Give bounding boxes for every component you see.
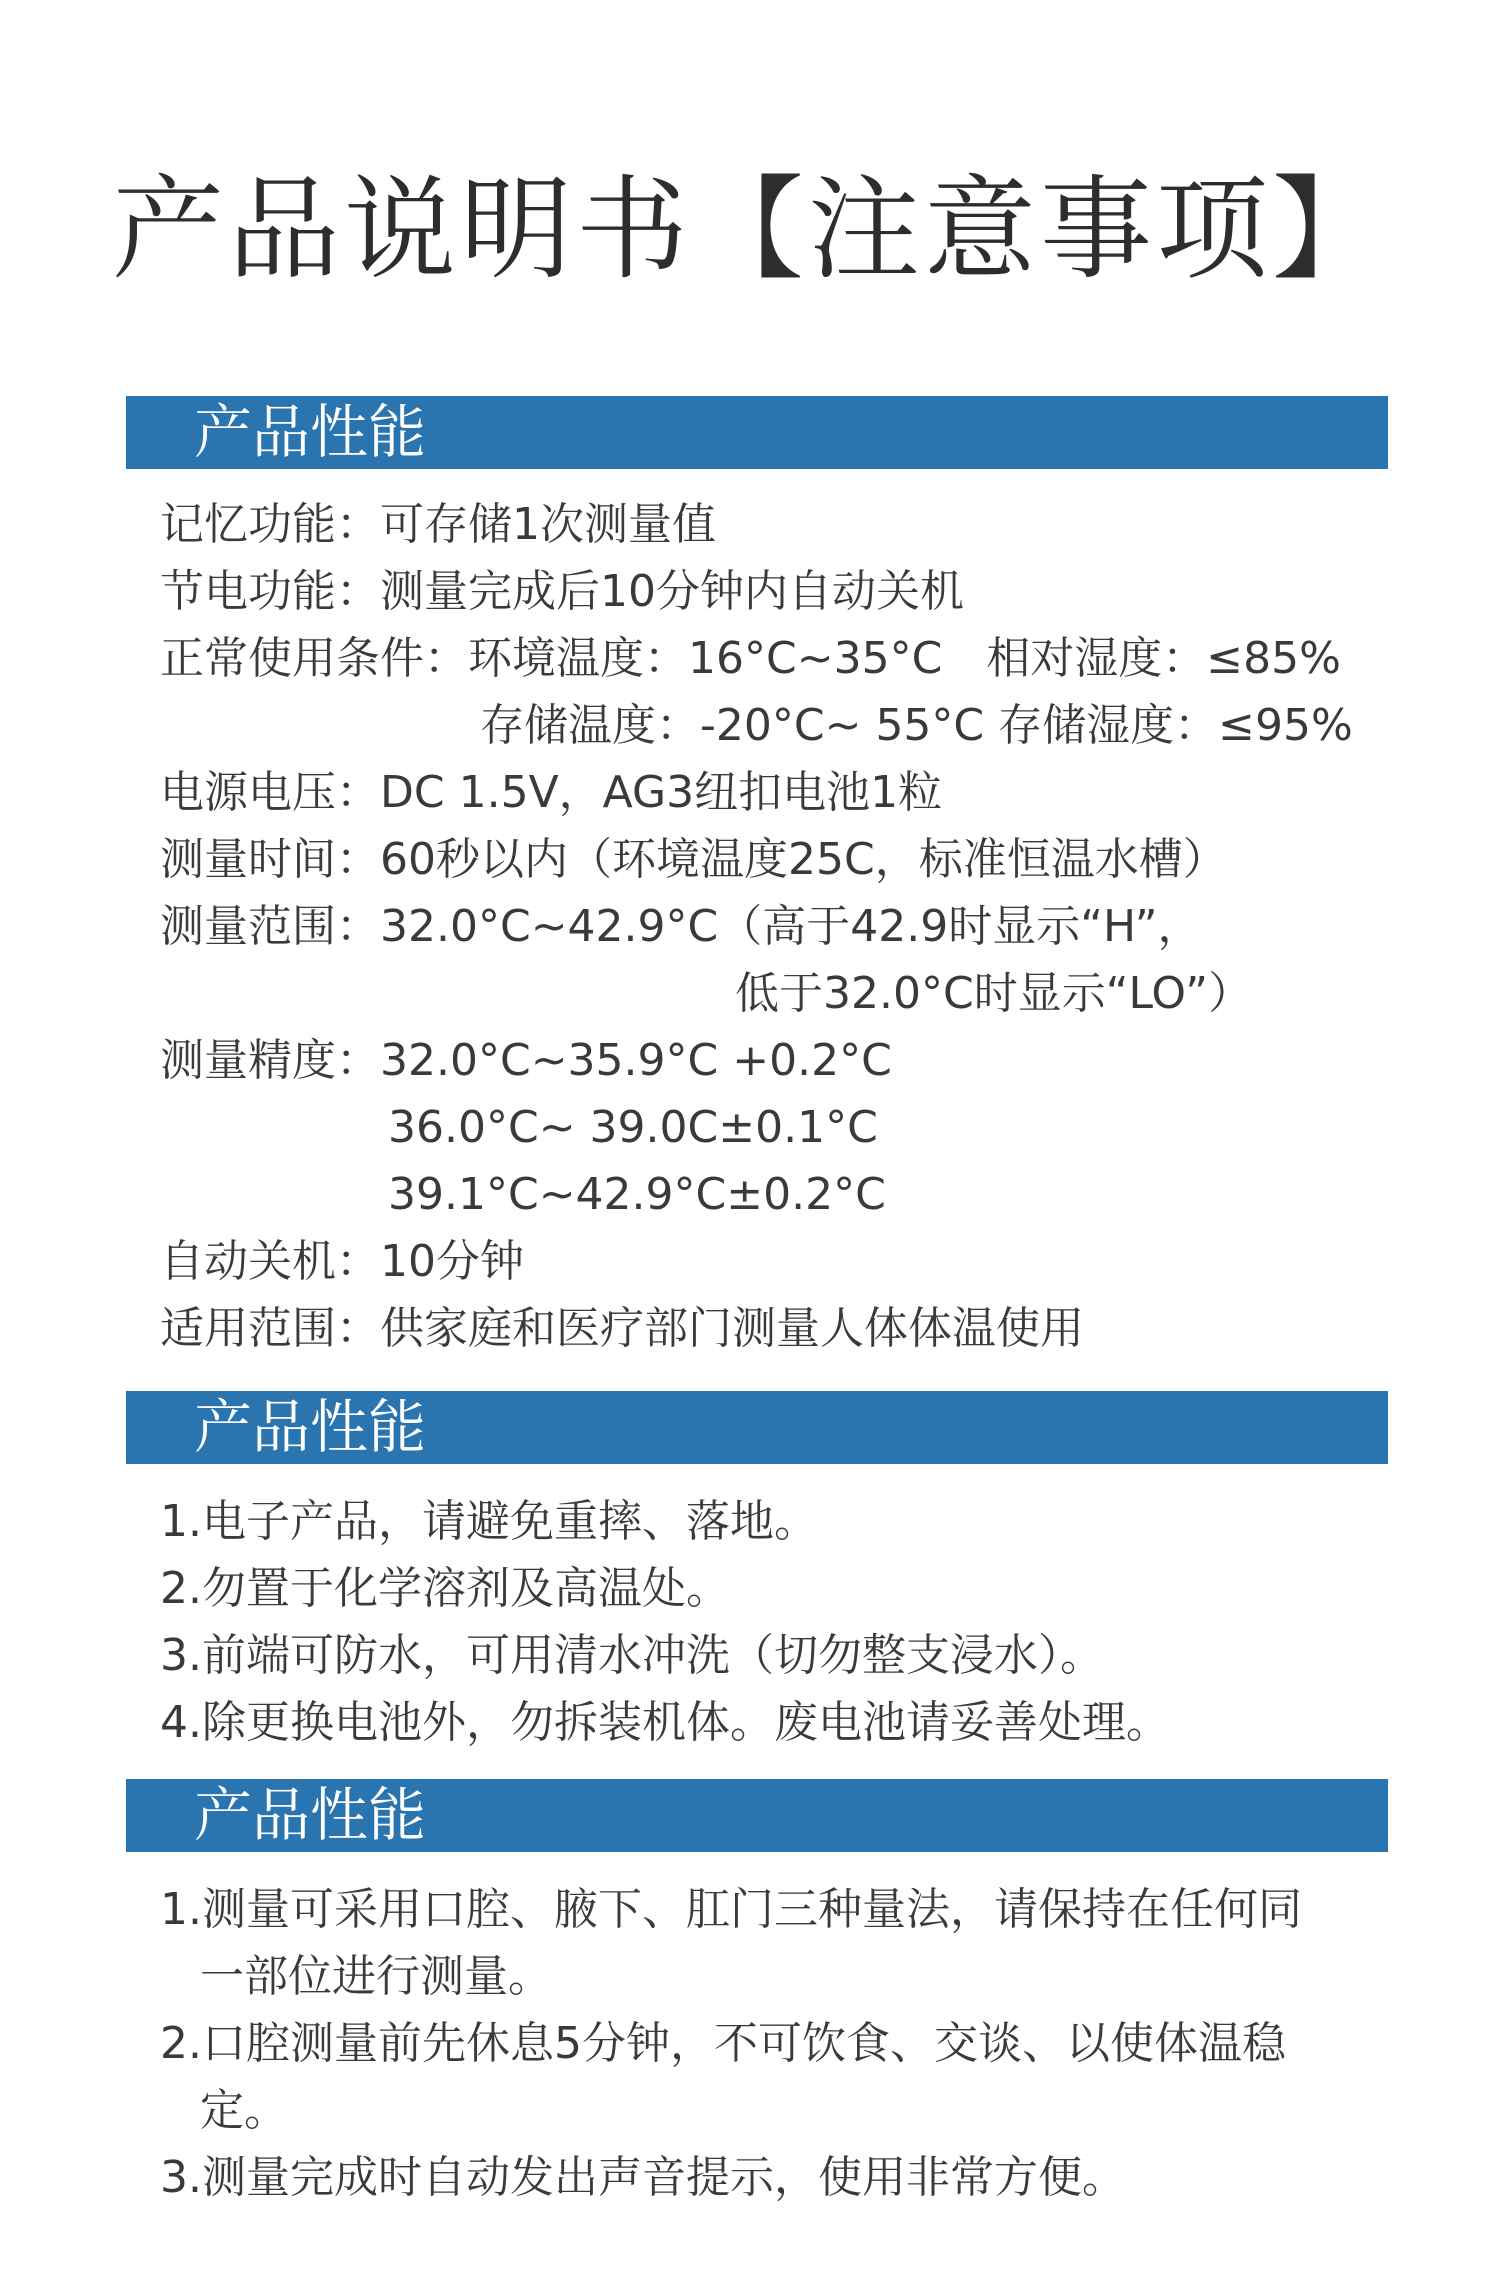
spec-auto-off: 自动关机：10分钟 [160, 1236, 524, 1287]
spec-accuracy-2: 36.0°C~ 39.0C±0.1°C [388, 1102, 878, 1153]
section-header-cautions [126, 1391, 1388, 1464]
usage-item-continued: 定。 [200, 2085, 288, 2136]
caution-item: 3.前端可防水，可用清水冲洗（切勿整支浸水）。 [160, 1630, 1104, 1681]
spec-storage-conditions: 存储温度：-20°C~ 55°C 存储湿度：≤95% [480, 700, 1353, 751]
spec-accuracy: 测量精度：32.0°C~35.9°C +0.2°C [160, 1035, 892, 1086]
spec-operating-conditions: 正常使用条件：环境温度：16°C~35°C 相对湿度：≤85% [160, 633, 1341, 684]
spec-measure-time: 测量时间：60秒以内（环境温度25C，标准恒温水槽） [160, 834, 1227, 885]
caution-item: 2.勿置于化学溶剂及高温处。 [160, 1563, 730, 1614]
caution-item: 4.除更换电池外，勿拆装机体。废电池请妥善处理。 [160, 1697, 1170, 1748]
section-header-performance [126, 396, 1388, 469]
usage-item: 2.口腔测量前先休息5分钟，不可饮食、交谈、以使体温稳 [160, 2018, 1286, 2069]
spec-power-saving: 节电功能：测量完成后10分钟内自动关机 [160, 566, 964, 617]
spec-scope: 适用范围：供家庭和医疗部门测量人体体温使用 [160, 1303, 1084, 1354]
section-header-label: 产品性能 [194, 1393, 427, 1461]
section-header-usage [126, 1779, 1388, 1852]
spec-power-supply: 电源电压：DC 1.5V，AG3纽扣电池1粒 [160, 767, 943, 818]
spec-measure-range: 测量范围：32.0°C~42.9°C（高于42.9时显示“H”， [160, 901, 1202, 952]
section-header-label: 产品性能 [194, 1781, 427, 1849]
spec-accuracy-3: 39.1°C~42.9°C±0.2°C [388, 1169, 886, 1220]
usage-item: 1.测量可采用口腔、腋下、肛门三种量法，请保持在任何同 [160, 1884, 1302, 1935]
usage-item: 3.测量完成时自动发出声音提示，使用非常方便。 [160, 2152, 1126, 2203]
spec-memory: 记忆功能：可存储1次测量值 [160, 499, 716, 550]
usage-item-continued: 一部位进行测量。 [200, 1951, 552, 2002]
spec-measure-range-low: 低于32.0°C时显示“LO”） [735, 968, 1253, 1019]
section-header-label: 产品性能 [194, 398, 427, 466]
caution-item: 1.电子产品，请避免重摔、落地。 [160, 1496, 818, 1547]
page-title: 产品说明书【注意事项】 [112, 165, 1388, 295]
